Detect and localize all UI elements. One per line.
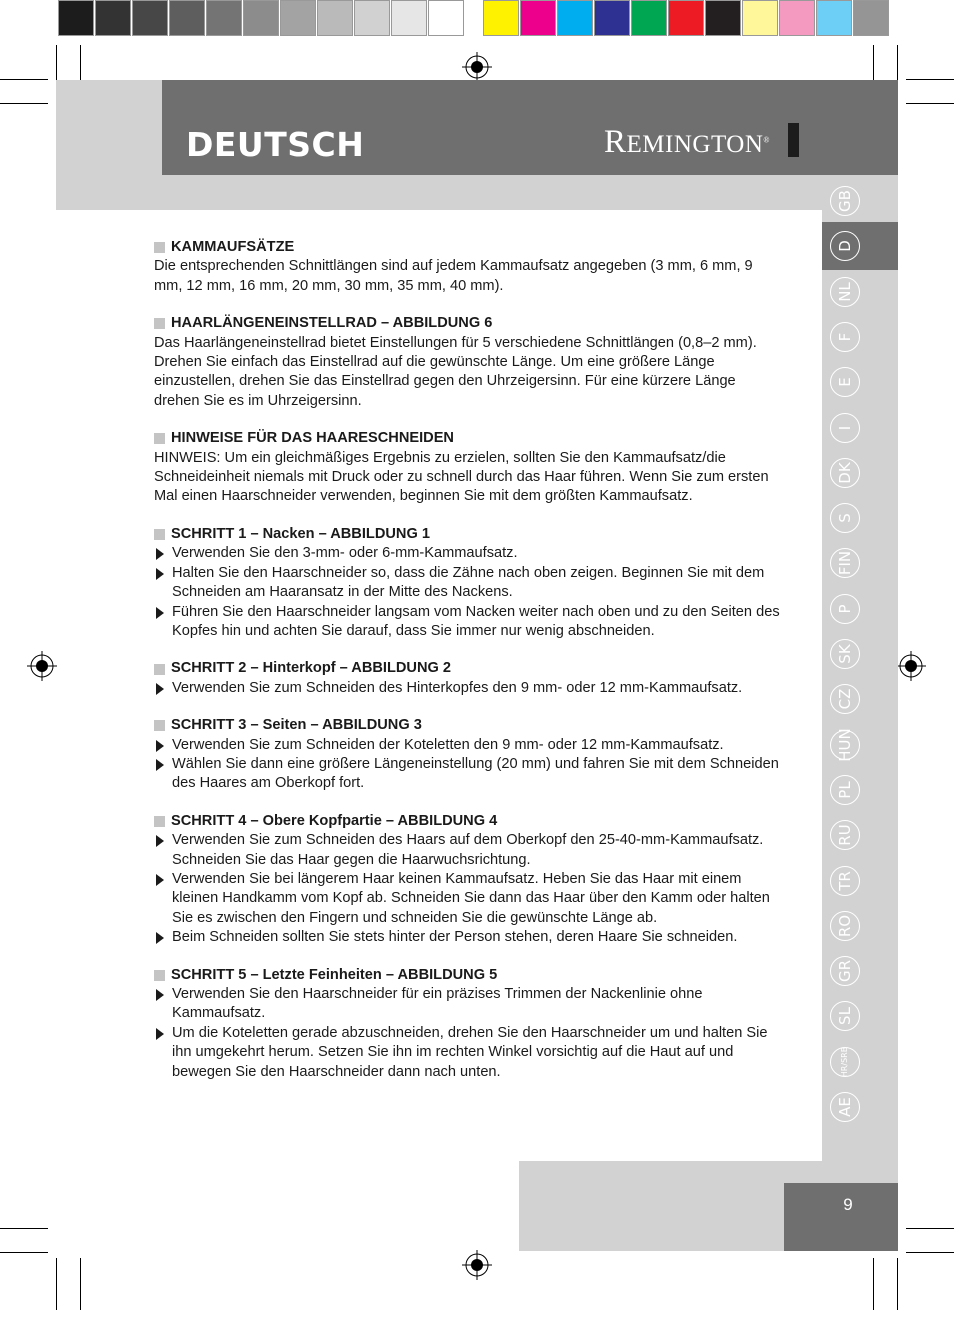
color-swatch xyxy=(483,0,519,36)
language-tab-s[interactable]: S xyxy=(830,503,860,533)
brand-name: EMINGTON xyxy=(626,131,764,158)
section-heading xyxy=(154,238,782,257)
section-paragraph: HINWEIS: Um ein gleichmäßiges Ergebnis zu erzielen, sollten Sie den Kammaufsatz/die Schneideinheit niemals mit Druck oder zu schnell durch das Haar führen. Wenn Sie zum ersten Mal einen Haarschneider verwenden, beginnen Sie mit dem größten Kammaufsatz. xyxy=(154,449,769,505)
crop-mark xyxy=(906,79,954,80)
section-heading xyxy=(154,812,782,831)
language-tab-hun[interactable]: HUN xyxy=(830,730,860,760)
bullet-item: Halten Sie den Haarschneider so, dass die Zähne nach oben zeigen. Beginnen Sie mit dem Schneiden am Haaransatz in der Mitte des Nackens. xyxy=(154,564,782,603)
section-heading xyxy=(154,429,782,448)
language-tab-gr[interactable]: GR xyxy=(830,956,860,986)
gray-swatch xyxy=(428,0,464,36)
main-content xyxy=(154,238,782,1100)
gray-swatch xyxy=(169,0,205,36)
color-swatch xyxy=(816,0,852,36)
section-heading xyxy=(154,966,782,985)
color-swatch xyxy=(705,0,741,36)
section-heading-text: SCHRITT 3 – Seiten – ABBILDUNG 3 xyxy=(171,717,422,734)
square-bullet-icon xyxy=(154,816,165,827)
registration-mark-icon xyxy=(896,651,926,681)
gray-color-bar xyxy=(58,0,465,38)
crop-mark xyxy=(0,79,48,80)
registration-mark-icon xyxy=(27,651,57,681)
bullet-item: Verwenden Sie zum Schneiden der Koteletten den 9 mm- oder 12 mm-Kammaufsatz. xyxy=(154,736,782,755)
crop-mark xyxy=(906,1252,954,1253)
bullet-item: Um die Koteletten gerade abzuschneiden, drehen Sie den Haarschneider um und halten Sie ihn umgekehrt herum. Setzen Sie ihn im rechten Winkel vorsichtig auf die Haut auf und bewegen Sie den Haarschneider dann nach unten. xyxy=(154,1024,782,1082)
section-paragraph: Die entsprechenden Schnittlängen sind auf jedem Kammaufsatz angegeben (3 mm, 6 mm, 9 mm, 12 mm, 16 mm, 20 mm, 30 mm, 35 mm, 40 mm). xyxy=(154,258,753,294)
square-bullet-icon xyxy=(154,720,165,731)
crop-mark xyxy=(0,1252,48,1253)
crop-mark xyxy=(906,103,954,104)
crop-mark xyxy=(897,1258,898,1310)
section xyxy=(154,429,782,507)
section-heading xyxy=(154,314,782,333)
language-tab-pl[interactable]: PL xyxy=(830,775,860,805)
brand-block xyxy=(788,123,799,157)
crop-mark xyxy=(56,1258,57,1310)
language-tab-nl[interactable]: NL xyxy=(830,277,860,307)
color-swatch xyxy=(631,0,667,36)
gray-swatch xyxy=(280,0,316,36)
bullet-item: Wählen Sie dann eine größere Längeneinstellung (20 mm) und fahren Sie mit dem Schneiden des Haares am Oberkopf fort. xyxy=(154,755,782,794)
square-bullet-icon xyxy=(154,664,165,675)
section xyxy=(154,812,782,948)
language-tab-hr-srb[interactable]: HR/SRB xyxy=(830,1047,860,1077)
bullet-item: Beim Schneiden sollten Sie stets hinter der Person stehen, deren Haare Sie schneiden. xyxy=(154,928,782,947)
brand-initial: R xyxy=(604,124,627,160)
section xyxy=(154,966,782,1082)
section xyxy=(154,525,782,641)
square-bullet-icon xyxy=(154,529,165,540)
language-tab-tr[interactable]: TR xyxy=(830,866,860,896)
section-heading xyxy=(154,716,782,735)
language-tab-cz[interactable]: CZ xyxy=(830,684,860,714)
section xyxy=(154,659,782,698)
square-bullet-icon xyxy=(154,318,165,329)
color-swatch xyxy=(668,0,704,36)
language-tab-ru[interactable]: RU xyxy=(830,820,860,850)
gray-swatch xyxy=(354,0,390,36)
page-number: 9 xyxy=(843,1195,853,1214)
brand-logo xyxy=(604,124,770,161)
page-title: DEUTSCH xyxy=(186,125,365,164)
gray-swatch xyxy=(58,0,94,36)
bullet-item: Verwenden Sie zum Schneiden des Haars auf dem Oberkopf den 25-40-mm-Kammaufsatz. Schneiden Sie das Haar gegen die Haarwuchsrichtung. xyxy=(154,831,782,870)
gray-swatch xyxy=(317,0,353,36)
section-heading xyxy=(154,525,782,544)
language-tab-gb[interactable]: GB xyxy=(830,186,860,216)
section xyxy=(154,238,782,296)
gray-swatch xyxy=(391,0,427,36)
gray-swatch xyxy=(243,0,279,36)
gray-swatch xyxy=(206,0,242,36)
crop-mark xyxy=(906,1228,954,1229)
language-tab-e[interactable]: E xyxy=(830,367,860,397)
bullet-item: Führen Sie den Haarschneider langsam vom Nacken weiter nach oben und zu den Seiten des Kopfes hin und achten Sie darauf, dass Sie immer nur wenig abschneiden. xyxy=(154,603,782,642)
bullet-item: Verwenden Sie zum Schneiden des Hinterkopfes den 9 mm- oder 12 mm-Kammaufsatz. xyxy=(154,679,782,698)
section-heading-text: HAARLÄNGENEINSTELLRAD – ABBILDUNG 6 xyxy=(171,315,493,332)
crop-mark xyxy=(0,103,48,104)
language-tab-ae[interactable]: AE xyxy=(830,1092,860,1122)
registered-mark: ® xyxy=(763,135,770,145)
bullet-item: Verwenden Sie bei längerem Haar keinen Kammaufsatz. Heben Sie das Haar mit einem kleinen Handkamm vom Kopf ab. Schneiden Sie dann das Haar über den Kamm oder halten Sie es zwischen den Fingern und schneiden Sie die gewünschte Länge ab. xyxy=(154,870,782,928)
crop-mark xyxy=(80,1258,81,1310)
color-swatch xyxy=(557,0,593,36)
process-color-bar xyxy=(483,0,890,38)
language-tab-i[interactable]: I xyxy=(830,413,860,443)
color-swatch xyxy=(742,0,778,36)
section-heading-text: HINWEISE FÜR DAS HAARESCHNEIDEN xyxy=(171,430,454,447)
language-tab-dk[interactable]: DK xyxy=(830,458,860,488)
bullet-item: Verwenden Sie den 3-mm- oder 6-mm-Kammaufsatz. xyxy=(154,544,782,563)
section xyxy=(154,716,782,794)
footer-page-box xyxy=(784,1183,898,1251)
section-heading-text: SCHRITT 5 – Letzte Feinheiten – ABBILDUNG 5 xyxy=(171,966,498,983)
color-swatch xyxy=(594,0,630,36)
bullet-item: Verwenden Sie den Haarschneider für ein präzises Trimmen der Nackenlinie ohne Kammaufsatz. xyxy=(154,985,782,1024)
language-tab-d[interactable]: D xyxy=(830,231,860,261)
square-bullet-icon xyxy=(154,970,165,981)
color-swatch xyxy=(779,0,815,36)
language-tab-f[interactable]: F xyxy=(830,322,860,352)
gray-swatch xyxy=(95,0,131,36)
section-heading-text: SCHRITT 2 – Hinterkopf – ABBILDUNG 2 xyxy=(171,660,452,677)
color-swatch xyxy=(853,0,889,36)
language-tab-sl[interactable]: SL xyxy=(830,1001,860,1031)
language-tab-p[interactable]: P xyxy=(830,594,860,624)
square-bullet-icon xyxy=(154,433,165,444)
square-bullet-icon xyxy=(154,242,165,253)
registration-mark-icon xyxy=(462,1250,492,1280)
section-paragraph: Das Haarlängeneinstellrad bietet Einstellungen für 5 verschiedene Schnittlängen (0,8–2 mm). Drehen Sie einfach das Einstellrad auf die gewünschte Länge. Um eine größere Länge einzustellen, drehen Sie das Einstellrad gegen den Uhrzeigersinn. Für eine kürzere Länge drehen Sie es im Uhrzeigersinn. xyxy=(154,334,757,409)
language-tab-fin[interactable]: FIN xyxy=(830,548,860,578)
language-tab-sk[interactable]: SK xyxy=(830,639,860,669)
section-heading-text: SCHRITT 1 – Nacken – ABBILDUNG 1 xyxy=(171,525,430,542)
section-heading-text: SCHRITT 4 – Obere Kopfpartie – ABBILDUNG 4 xyxy=(171,812,498,829)
crop-mark xyxy=(0,1228,48,1229)
color-swatch xyxy=(520,0,556,36)
registration-mark-icon xyxy=(462,52,492,82)
gray-swatch xyxy=(132,0,168,36)
section xyxy=(154,314,782,411)
language-tab-ro[interactable]: RO xyxy=(830,911,860,941)
section-heading xyxy=(154,659,782,678)
crop-mark xyxy=(873,1258,874,1310)
section-heading-text: KAMMAUFSÄTZE xyxy=(171,239,295,255)
